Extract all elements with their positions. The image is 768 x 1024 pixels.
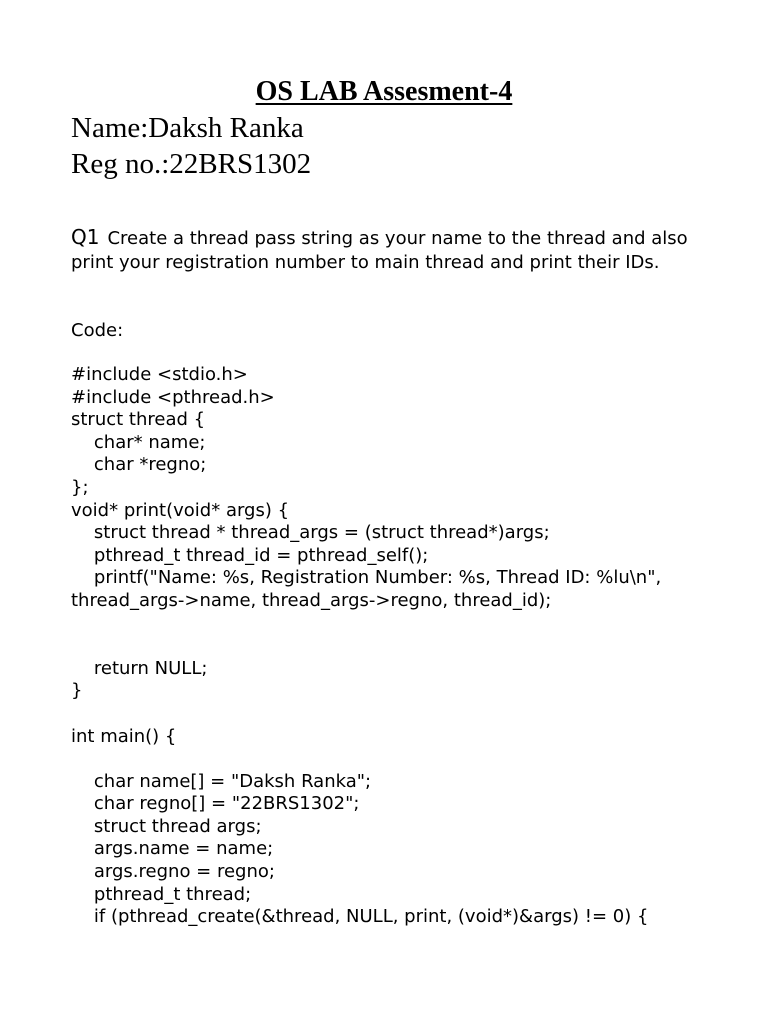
code-line — [71, 635, 711, 658]
code-line — [71, 613, 711, 636]
code-line: #include <pthread.h> — [71, 386, 275, 408]
code-line: char *regno; — [71, 454, 207, 476]
code-line: args.regno = regno; — [71, 861, 275, 883]
code-line: #include <stdio.h> — [71, 364, 248, 385]
code-line: return NULL; — [71, 657, 208, 679]
document-title: OS LAB Assesment-4 — [255, 76, 513, 107]
code-line: } — [71, 680, 83, 702]
code-line: printf("Name: %s, Registration Number: %s, Thread ID: %lu\n", — [71, 567, 662, 589]
question-text: Create a thread pass string as your name to the thread and also print your registration number to main thread and print their IDs. — [71, 228, 688, 273]
code-line: struct thread { — [71, 409, 206, 431]
question-block — [71, 225, 711, 275]
code-line: int main() { — [71, 725, 177, 747]
code-line: char regno[] = "22BRS1302"; — [71, 793, 360, 815]
code-line: struct thread * thread_args = (struct thread*)args; — [71, 522, 550, 544]
code-line: struct thread args; — [71, 815, 262, 837]
code-line: args.name = name; — [71, 838, 274, 860]
code-line: thread_args->name, thread_args->regno, thread_id); — [71, 589, 552, 611]
code-line: }; — [71, 476, 89, 498]
code-line — [71, 748, 711, 771]
code-line: char* name; — [71, 431, 206, 453]
registration-number: Reg no.:22BRS1302 — [71, 148, 312, 180]
code-line: pthread_t thread_id = pthread_self(); — [71, 544, 429, 566]
code-block — [71, 364, 711, 929]
code-line — [71, 703, 711, 726]
student-name: Name:Daksh Ranka — [71, 112, 304, 144]
code-line: char name[] = "Daksh Ranka"; — [71, 770, 372, 792]
question-number: Q1 — [71, 225, 100, 249]
code-line: if (pthread_create(&thread, NULL, print, (void*)&args) != 0) { — [71, 906, 649, 928]
code-line: pthread_t thread; — [71, 883, 252, 905]
code-label: Code: — [71, 320, 124, 341]
code-line: void* print(void* args) { — [71, 499, 290, 521]
